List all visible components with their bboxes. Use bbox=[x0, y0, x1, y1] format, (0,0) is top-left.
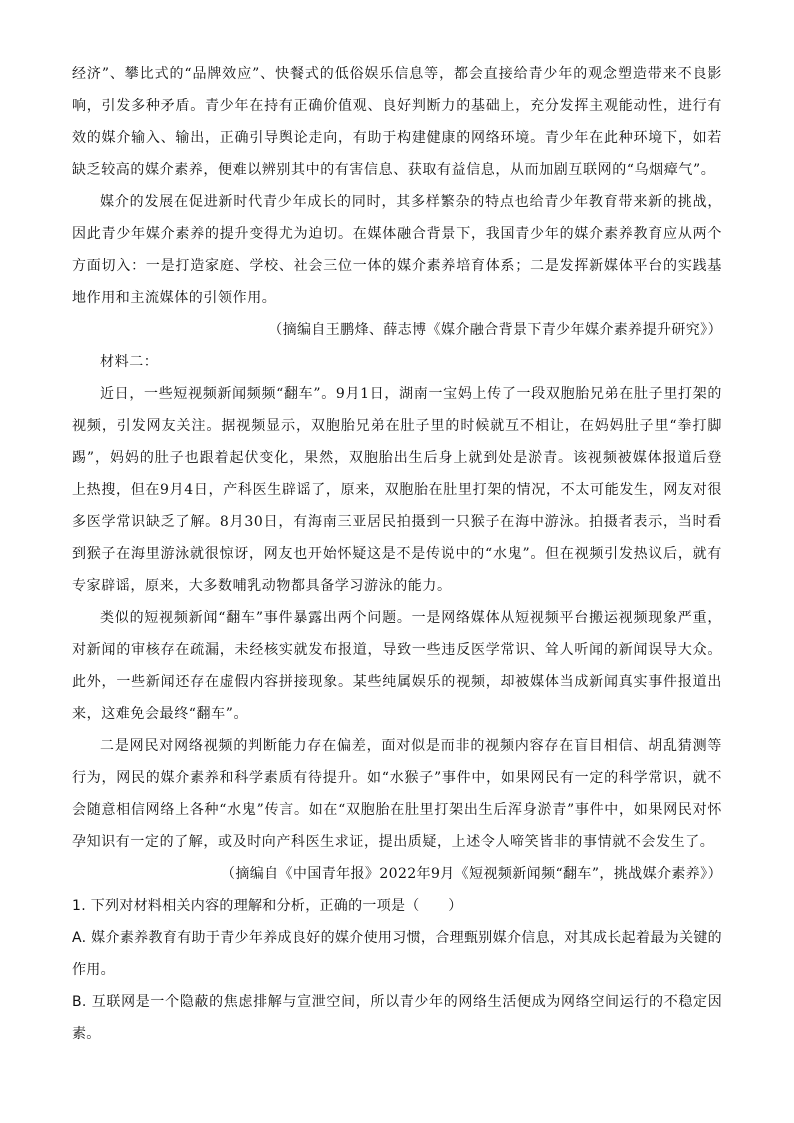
material2-source: （摘编自《中国青年报》2022年9月《短视频新闻频“翻车”，挑战媒介素养》） bbox=[220, 866, 722, 882]
material1-source: （摘编自王鹏烽、薛志博《媒介融合背景下青少年媒介素养提升研究》） bbox=[268, 322, 722, 338]
question-1-option-b: B. 互联网是一个隐蔽的焦虑排解与宣泄空间，所以青少年的网络生活便成为网络空间运行的不稳定因素。 bbox=[72, 994, 722, 1042]
material2-paragraph-1: 近日，一些短视频新闻频频“翻车”。9月1日，湖南一宝妈上传了一段双胞胎兄弟在肚子里打架的视频，引发网友关注。据视频显示，双胞胎兄弟在肚子里的时候就互不相让，在妈妈肚子里“拳打脚踢”，妈妈的肚子也跟着起伏变化，果然，双胞胎出生后身上就到处是淤青。该视频被媒体报道后登上热搜，但在9月4日，产科医生辟谣了，原来，双胞胎在肚里打架的情况，不太可能发生，网友对很多医学常识缺乏了解。8月30日，有海南三亚居民拍摄到一只猴子在海中游泳。拍摄者表示，当时看到猴子在海里游泳就很惊讶，网友也开始怀疑这是不是传说中的“水鬼”。但在视频引发热议后，就有专家辟谣，原来，大多数哺乳动物都具备学习游泳的能力。 bbox=[72, 386, 722, 594]
question-1-stem: 1. 下列对材料相关内容的理解和分析，正确的一项是（ ） bbox=[72, 898, 463, 914]
material1-paragraph-2: 媒介的发展在促进新时代青少年成长的同时，其多样繁杂的特点也给青少年教育带来新的挑战，因此青少年媒介素养的提升变得尤为迫切。在媒体融合背景下，我国青少年的媒介素养教育应从两个方面切入：一是打造家庭、学校、社会三位一体的媒介素养培育体系；二是发挥新媒体平台的实践基地作用和主流媒体的引领作用。 bbox=[72, 194, 722, 306]
material1-paragraph-1: 经济”、攀比式的“品牌效应”、快餐式的低俗娱乐信息等，都会直接给青少年的观念塑造带来不良影响，引发多种矛盾。青少年在持有正确价值观、良好判断力的基础上，充分发挥主观能动性，进行有效的媒介输入、输出，正确引导舆论走向，有助于构建健康的网络环境。青少年在此种环境下，如若缺乏较高的媒介素养，便难以辨别其中的有害信息、获取有益信息，从而加剧互联网的“乌烟瘴气”。 bbox=[72, 66, 722, 178]
document-page bbox=[72, 58, 722, 1050]
material2-paragraph-3: 二是网民对网络视频的判断能力存在偏差，面对似是而非的视频内容存在盲目相信、胡乱猜测等行为，网民的媒介素养和科学素质有待提升。如“水猴子”事件中，如果网民有一定的科学常识，就不会随意相信网络上各种“水鬼”传言。如在“双胞胎在肚里打架出生后浑身淤青”事件中，如果网民对怀孕知识有一定的了解，或及时向产科医生求证，提出质疑，上述令人啼笑皆非的事情就不会发生了。 bbox=[72, 738, 722, 850]
material2-paragraph-2: 类似的短视频新闻“翻车”事件暴露出两个问题。一是网络媒体从短视频平台搬运视频现象严重，对新闻的审核存在疏漏，未经核实就发布报道，导致一些违反医学常识、耸人听闻的新闻误导大众。此外，一些新闻还存在虚假内容拼接现象。某些纯属娱乐的视频，却被媒体当成新闻真实事件报道出来，这难免会最终“翻车”。 bbox=[72, 610, 722, 722]
question-1-option-a: A. 媒介素养教育有助于青少年养成良好的媒介使用习惯，合理甄别媒介信息，对其成长起着最为关键的作用。 bbox=[72, 930, 722, 978]
material2-label: 材料二： bbox=[100, 354, 159, 370]
